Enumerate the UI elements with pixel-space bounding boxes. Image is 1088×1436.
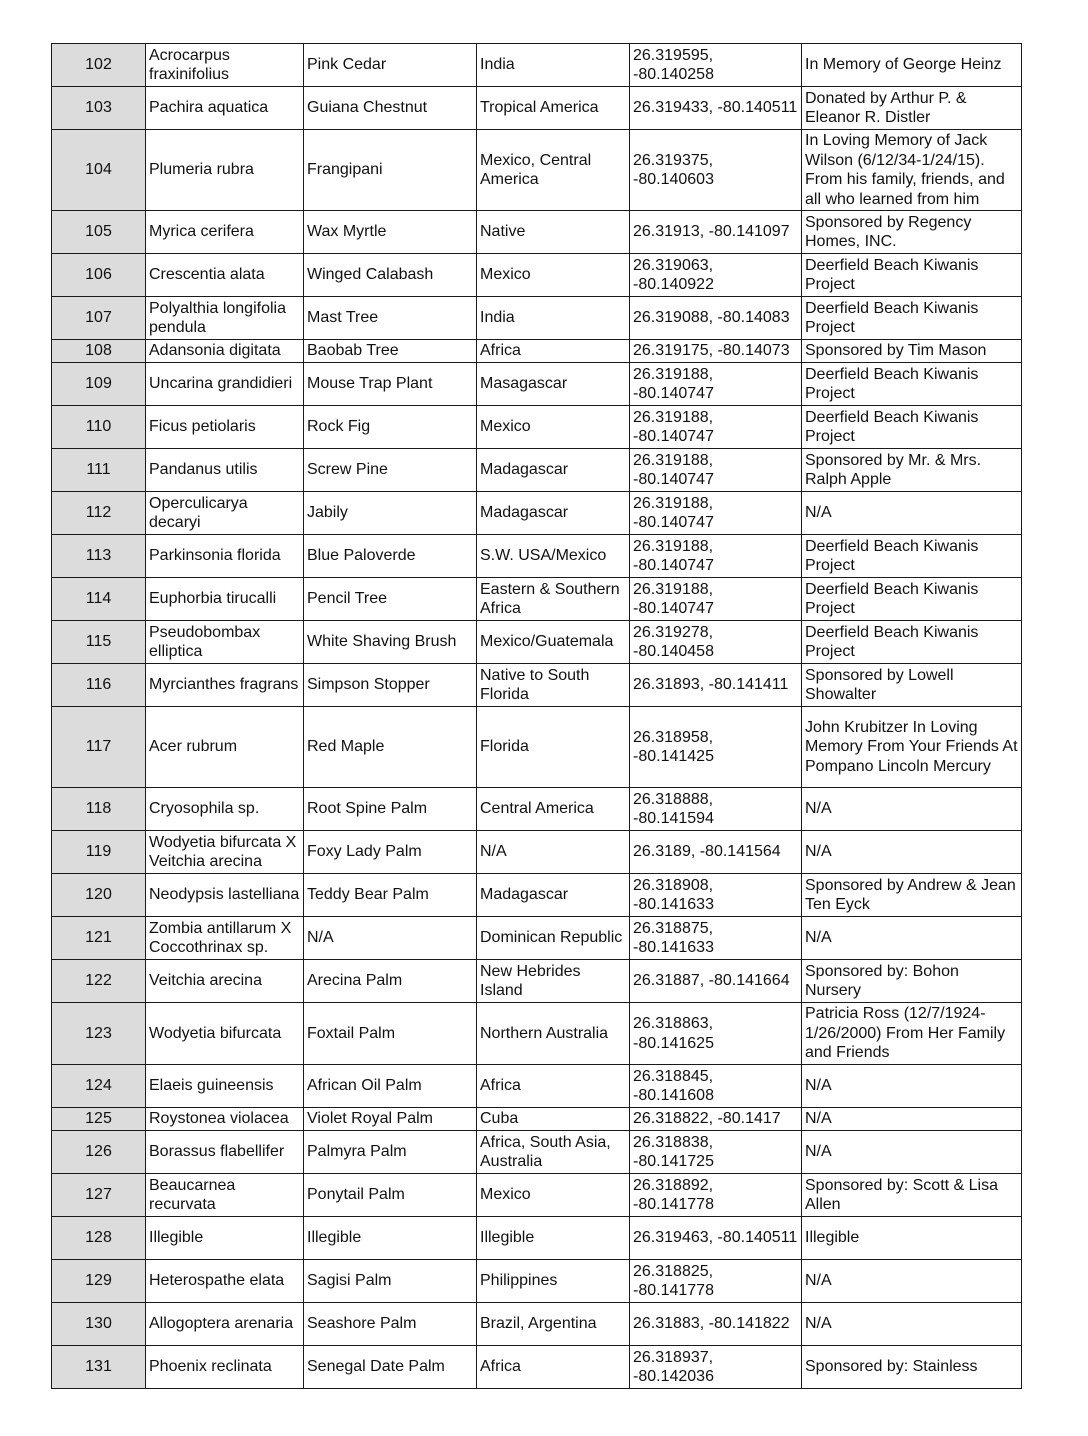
tree-id-cell: 110 [52, 406, 146, 449]
table-row [52, 1065, 1022, 1108]
origin-cell: Madagascar [477, 492, 630, 535]
sponsor-cell: Deerfield Beach Kiwanis Project [802, 297, 1022, 340]
scientific-name-cell: Pandanus utilis [146, 449, 304, 492]
tree-id-cell: 125 [52, 1108, 146, 1131]
common-name-cell: Illegible [304, 1217, 477, 1260]
tree-inventory-sheet [51, 43, 1021, 1389]
table-row [52, 874, 1022, 917]
common-name-cell: Winged Calabash [304, 254, 477, 297]
origin-cell: Florida [477, 707, 630, 788]
common-name-cell: White Shaving Brush [304, 621, 477, 664]
scientific-name-cell: Borassus flabellifer [146, 1131, 304, 1174]
scientific-name-cell: Roystonea violacea [146, 1108, 304, 1131]
common-name-cell: Wax Myrtle [304, 211, 477, 254]
common-name-cell: Guiana Chestnut [304, 87, 477, 130]
origin-cell: Dominican Republic [477, 917, 630, 960]
table-row [52, 363, 1022, 406]
tree-id-cell: 120 [52, 874, 146, 917]
table-row [52, 44, 1022, 87]
tree-id-cell: 118 [52, 788, 146, 831]
scientific-name-cell: Myrcianthes fragrans [146, 664, 304, 707]
coordinates-cell: 26.319063, -80.140922 [630, 254, 802, 297]
common-name-cell: Violet Royal Palm [304, 1108, 477, 1131]
origin-cell: India [477, 44, 630, 87]
scientific-name-cell: Heterospathe elata [146, 1260, 304, 1303]
tree-id-cell: 126 [52, 1131, 146, 1174]
coordinates-cell: 26.318937, -80.142036 [630, 1346, 802, 1389]
scientific-name-cell: Elaeis guineensis [146, 1065, 304, 1108]
tree-id-cell: 128 [52, 1217, 146, 1260]
tree-id-cell: 130 [52, 1303, 146, 1346]
origin-cell: New Hebrides Island [477, 960, 630, 1003]
coordinates-cell: 26.318845, -80.141608 [630, 1065, 802, 1108]
scientific-name-cell: Veitchia arecina [146, 960, 304, 1003]
sponsor-cell: Sponsored by Andrew & Jean Ten Eyck [802, 874, 1022, 917]
origin-cell: Madagascar [477, 449, 630, 492]
coordinates-cell: 26.319188, -80.140747 [630, 449, 802, 492]
origin-cell: Central America [477, 788, 630, 831]
common-name-cell: Pink Cedar [304, 44, 477, 87]
scientific-name-cell: Pseudobombax elliptica [146, 621, 304, 664]
sponsor-cell: Sponsored by: Stainless [802, 1346, 1022, 1389]
table-row [52, 960, 1022, 1003]
sponsor-cell: Sponsored by Tim Mason [802, 340, 1022, 363]
sponsor-cell: N/A [802, 788, 1022, 831]
sponsor-cell: John Krubitzer In Loving Memory From Your Friends At Pompano Lincoln Mercury [802, 707, 1022, 788]
sponsor-cell: Sponsored by: Bohon Nursery [802, 960, 1022, 1003]
table-row [52, 1108, 1022, 1131]
scientific-name-cell: Parkinsonia florida [146, 535, 304, 578]
sponsor-cell: Donated by Arthur P. & Eleanor R. Distler [802, 87, 1022, 130]
coordinates-cell: 26.319188, -80.140747 [630, 492, 802, 535]
coordinates-cell: 26.31913, -80.141097 [630, 211, 802, 254]
table-row [52, 1346, 1022, 1389]
sponsor-cell: In Loving Memory of Jack Wilson (6/12/34-1/24/15). From his family, friends, and all who learned from him [802, 130, 1022, 211]
coordinates-cell: 26.319088, -80.14083 [630, 297, 802, 340]
tree-id-cell: 124 [52, 1065, 146, 1108]
common-name-cell: Foxy Lady Palm [304, 831, 477, 874]
common-name-cell: Seashore Palm [304, 1303, 477, 1346]
sponsor-cell: Deerfield Beach Kiwanis Project [802, 254, 1022, 297]
sponsor-cell: N/A [802, 1131, 1022, 1174]
sponsor-cell: N/A [802, 831, 1022, 874]
scientific-name-cell: Cryosophila sp. [146, 788, 304, 831]
origin-cell: Brazil, Argentina [477, 1303, 630, 1346]
tree-id-cell: 102 [52, 44, 146, 87]
common-name-cell: Rock Fig [304, 406, 477, 449]
origin-cell: Cuba [477, 1108, 630, 1131]
coordinates-cell: 26.318958, -80.141425 [630, 707, 802, 788]
table-row [52, 1003, 1022, 1065]
table-row [52, 578, 1022, 621]
sponsor-cell: N/A [802, 917, 1022, 960]
origin-cell: Africa [477, 1065, 630, 1108]
sponsor-cell: Deerfield Beach Kiwanis Project [802, 621, 1022, 664]
table-row [52, 917, 1022, 960]
coordinates-cell: 26.31883, -80.141822 [630, 1303, 802, 1346]
table-row [52, 211, 1022, 254]
table-row [52, 254, 1022, 297]
origin-cell: Mexico/Guatemala [477, 621, 630, 664]
table-row [52, 1174, 1022, 1217]
sponsor-cell: Deerfield Beach Kiwanis Project [802, 535, 1022, 578]
scientific-name-cell: Ficus petiolaris [146, 406, 304, 449]
coordinates-cell: 26.319188, -80.140747 [630, 578, 802, 621]
tree-id-cell: 103 [52, 87, 146, 130]
scientific-name-cell: Beaucarnea recurvata [146, 1174, 304, 1217]
table-row [52, 535, 1022, 578]
table-row [52, 297, 1022, 340]
sponsor-cell: Sponsored by Mr. & Mrs. Ralph Apple [802, 449, 1022, 492]
table-row [52, 831, 1022, 874]
scientific-name-cell: Acer rubrum [146, 707, 304, 788]
coordinates-cell: 26.319375, -80.140603 [630, 130, 802, 211]
scientific-name-cell: Acrocarpus fraxinifolius [146, 44, 304, 87]
origin-cell: Mexico [477, 1174, 630, 1217]
tree-id-cell: 117 [52, 707, 146, 788]
coordinates-cell: 26.319595, -80.140258 [630, 44, 802, 87]
table-row [52, 492, 1022, 535]
scientific-name-cell: Pachira aquatica [146, 87, 304, 130]
origin-cell: Masagascar [477, 363, 630, 406]
common-name-cell: Teddy Bear Palm [304, 874, 477, 917]
coordinates-cell: 26.31887, -80.141664 [630, 960, 802, 1003]
common-name-cell: Baobab Tree [304, 340, 477, 363]
scientific-name-cell: Allogoptera arenaria [146, 1303, 304, 1346]
common-name-cell: Mouse Trap Plant [304, 363, 477, 406]
origin-cell: Native [477, 211, 630, 254]
common-name-cell: Jabily [304, 492, 477, 535]
scientific-name-cell: Euphorbia tirucalli [146, 578, 304, 621]
coordinates-cell: 26.318875, -80.141633 [630, 917, 802, 960]
scientific-name-cell: Crescentia alata [146, 254, 304, 297]
origin-cell: N/A [477, 831, 630, 874]
scientific-name-cell: Wodyetia bifurcata X Veitchia arecina [146, 831, 304, 874]
tree-id-cell: 129 [52, 1260, 146, 1303]
tree-id-cell: 106 [52, 254, 146, 297]
sponsor-cell: Deerfield Beach Kiwanis Project [802, 363, 1022, 406]
origin-cell: Africa [477, 340, 630, 363]
sponsor-cell: N/A [802, 1108, 1022, 1131]
origin-cell: Illegible [477, 1217, 630, 1260]
table-row [52, 340, 1022, 363]
coordinates-cell: 26.3189, -80.141564 [630, 831, 802, 874]
tree-id-cell: 108 [52, 340, 146, 363]
common-name-cell: African Oil Palm [304, 1065, 477, 1108]
common-name-cell: Red Maple [304, 707, 477, 788]
coordinates-cell: 26.31893, -80.141411 [630, 664, 802, 707]
table-row [52, 1217, 1022, 1260]
coordinates-cell: 26.318825, -80.141778 [630, 1260, 802, 1303]
tree-id-cell: 119 [52, 831, 146, 874]
coordinates-cell: 26.319188, -80.140747 [630, 406, 802, 449]
coordinates-cell: 26.318863, -80.141625 [630, 1003, 802, 1065]
origin-cell: Africa, South Asia, Australia [477, 1131, 630, 1174]
common-name-cell: Frangipani [304, 130, 477, 211]
tree-id-cell: 109 [52, 363, 146, 406]
coordinates-cell: 26.318888, -80.141594 [630, 788, 802, 831]
sponsor-cell: Sponsored by Lowell Showalter [802, 664, 1022, 707]
coordinates-cell: 26.319175, -80.14073 [630, 340, 802, 363]
table-row [52, 707, 1022, 788]
table-row [52, 87, 1022, 130]
origin-cell: Native to South Florida [477, 664, 630, 707]
sponsor-cell: Sponsored by Regency Homes, INC. [802, 211, 1022, 254]
coordinates-cell: 26.319278, -80.140458 [630, 621, 802, 664]
scientific-name-cell: Neodypsis lastelliana [146, 874, 304, 917]
origin-cell: Northern Australia [477, 1003, 630, 1065]
origin-cell: Eastern & Southern Africa [477, 578, 630, 621]
scientific-name-cell: Illegible [146, 1217, 304, 1260]
tree-id-cell: 113 [52, 535, 146, 578]
common-name-cell: Blue Paloverde [304, 535, 477, 578]
scientific-name-cell: Adansonia digitata [146, 340, 304, 363]
scientific-name-cell: Polyalthia longifolia pendula [146, 297, 304, 340]
origin-cell: S.W. USA/Mexico [477, 535, 630, 578]
common-name-cell: Senegal Date Palm [304, 1346, 477, 1389]
scientific-name-cell: Myrica cerifera [146, 211, 304, 254]
origin-cell: India [477, 297, 630, 340]
table-row [52, 406, 1022, 449]
origin-cell: Mexico [477, 406, 630, 449]
tree-id-cell: 131 [52, 1346, 146, 1389]
tree-id-cell: 123 [52, 1003, 146, 1065]
common-name-cell: Foxtail Palm [304, 1003, 477, 1065]
common-name-cell: Arecina Palm [304, 960, 477, 1003]
tree-id-cell: 105 [52, 211, 146, 254]
scientific-name-cell: Zombia antillarum X Coccothrinax sp. [146, 917, 304, 960]
scientific-name-cell: Uncarina grandidieri [146, 363, 304, 406]
tree-id-cell: 104 [52, 130, 146, 211]
sponsor-cell: Deerfield Beach Kiwanis Project [802, 406, 1022, 449]
origin-cell: Tropical America [477, 87, 630, 130]
sponsor-cell: N/A [802, 1065, 1022, 1108]
tree-rows [52, 44, 1022, 1389]
tree-id-cell: 114 [52, 578, 146, 621]
tree-id-cell: 116 [52, 664, 146, 707]
common-name-cell: Root Spine Palm [304, 788, 477, 831]
common-name-cell: Ponytail Palm [304, 1174, 477, 1217]
table-row [52, 788, 1022, 831]
sponsor-cell: Illegible [802, 1217, 1022, 1260]
sponsor-cell: Sponsored by: Scott & Lisa Allen [802, 1174, 1022, 1217]
scientific-name-cell: Wodyetia bifurcata [146, 1003, 304, 1065]
origin-cell: Philippines [477, 1260, 630, 1303]
tree-id-cell: 121 [52, 917, 146, 960]
tree-id-cell: 122 [52, 960, 146, 1003]
coordinates-cell: 26.319188, -80.140747 [630, 535, 802, 578]
coordinates-cell: 26.318892, -80.141778 [630, 1174, 802, 1217]
coordinates-cell: 26.319463, -80.140511 [630, 1217, 802, 1260]
origin-cell: Africa [477, 1346, 630, 1389]
table-row [52, 664, 1022, 707]
coordinates-cell: 26.319433, -80.140511 [630, 87, 802, 130]
tree-id-cell: 111 [52, 449, 146, 492]
common-name-cell: Sagisi Palm [304, 1260, 477, 1303]
table-row [52, 1260, 1022, 1303]
sponsor-cell: N/A [802, 492, 1022, 535]
tree-id-cell: 112 [52, 492, 146, 535]
coordinates-cell: 26.318838, -80.141725 [630, 1131, 802, 1174]
tree-id-cell: 127 [52, 1174, 146, 1217]
common-name-cell: Screw Pine [304, 449, 477, 492]
scientific-name-cell: Plumeria rubra [146, 130, 304, 211]
common-name-cell: Simpson Stopper [304, 664, 477, 707]
tree-id-cell: 115 [52, 621, 146, 664]
coordinates-cell: 26.318908, -80.141633 [630, 874, 802, 917]
coordinates-cell: 26.318822, -80.1417 [630, 1108, 802, 1131]
common-name-cell: Palmyra Palm [304, 1131, 477, 1174]
sponsor-cell: N/A [802, 1260, 1022, 1303]
table-row [52, 1303, 1022, 1346]
origin-cell: Madagascar [477, 874, 630, 917]
table-row [52, 449, 1022, 492]
sponsor-cell: In Memory of George Heinz [802, 44, 1022, 87]
table-row [52, 1131, 1022, 1174]
table-row [52, 621, 1022, 664]
sponsor-cell: N/A [802, 1303, 1022, 1346]
coordinates-cell: 26.319188, -80.140747 [630, 363, 802, 406]
tree-id-cell: 107 [52, 297, 146, 340]
tree-inventory-table [51, 43, 1022, 1389]
table-row [52, 130, 1022, 211]
common-name-cell: N/A [304, 917, 477, 960]
scientific-name-cell: Phoenix reclinata [146, 1346, 304, 1389]
scientific-name-cell: Operculicarya decaryi [146, 492, 304, 535]
common-name-cell: Pencil Tree [304, 578, 477, 621]
origin-cell: Mexico [477, 254, 630, 297]
origin-cell: Mexico, Central America [477, 130, 630, 211]
common-name-cell: Mast Tree [304, 297, 477, 340]
sponsor-cell: Patricia Ross (12/7/1924-1/26/2000) From Her Family and Friends [802, 1003, 1022, 1065]
sponsor-cell: Deerfield Beach Kiwanis Project [802, 578, 1022, 621]
